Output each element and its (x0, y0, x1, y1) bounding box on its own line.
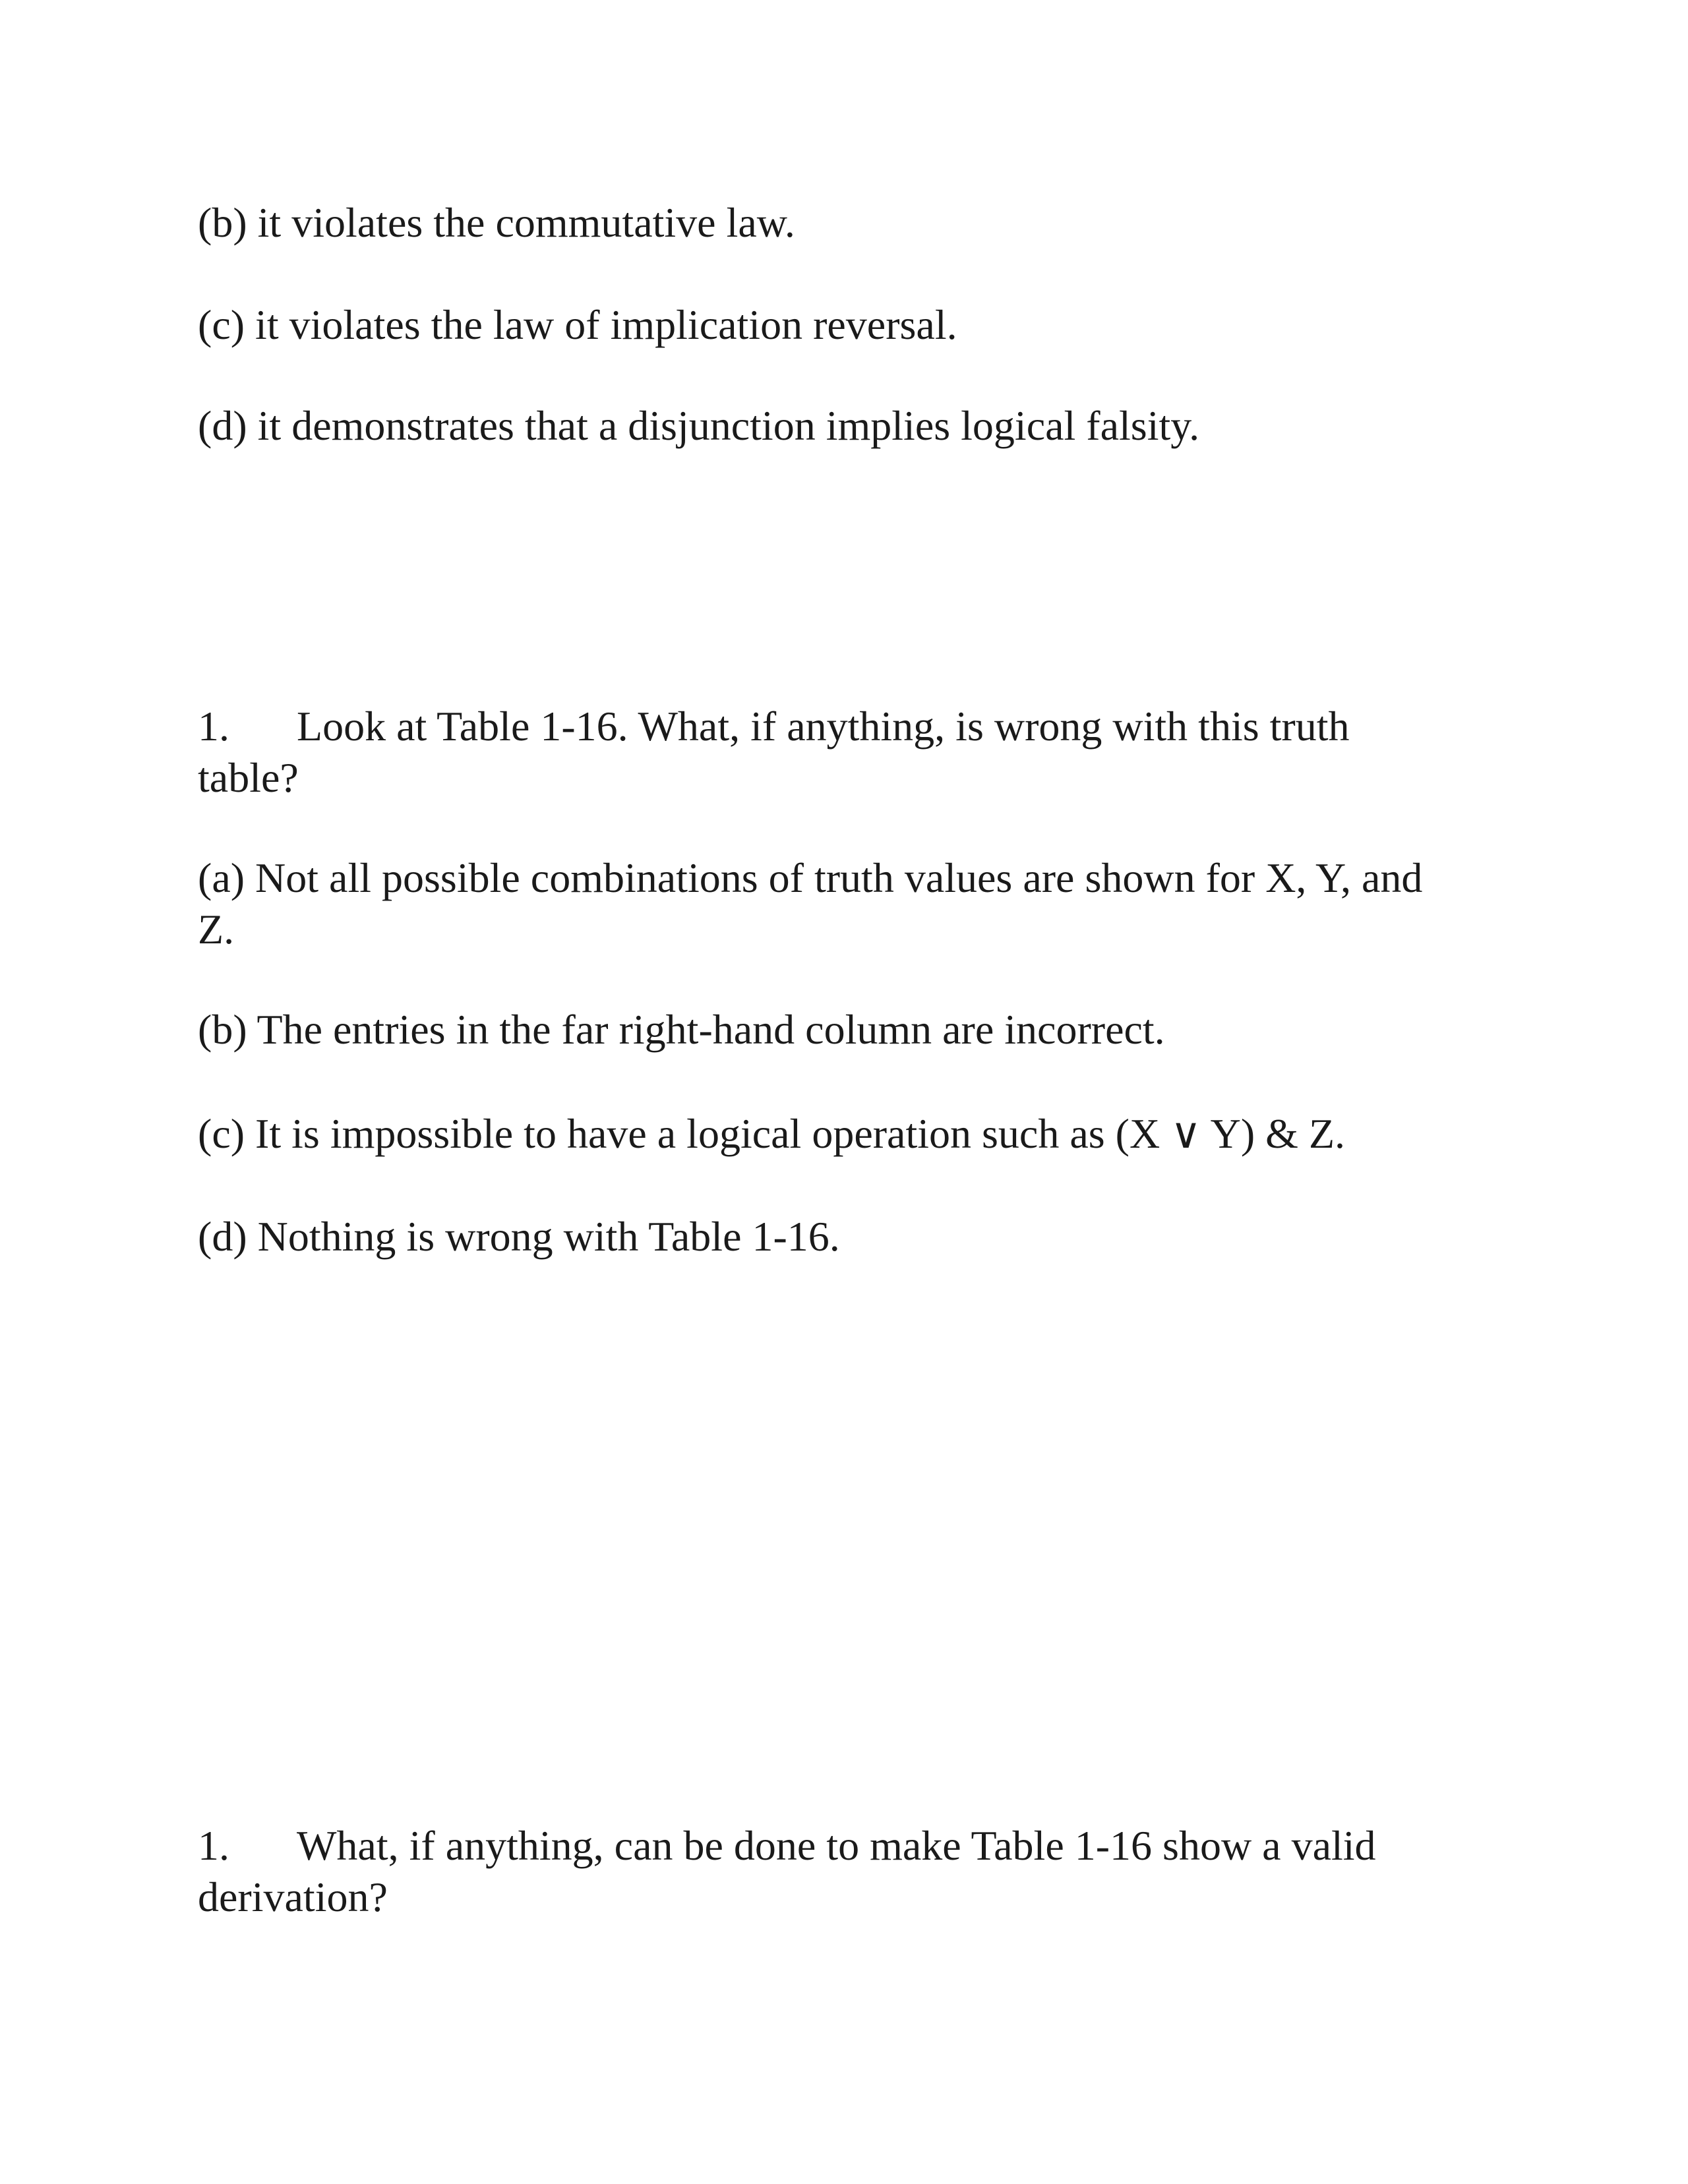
question-2-stem (198, 1821, 1376, 1871)
question-2-number: 1. (198, 1822, 229, 1869)
question-1-stem (198, 701, 1350, 752)
question-2-stem-continued: derivation? (198, 1874, 388, 1920)
question-2-stem-text: What, if anything, can be done to make Table 1-16 show a valid (297, 1822, 1376, 1869)
question-1-choice-a: (a) Not all possible combinations of truth values are shown for X, Y, and (198, 854, 1423, 901)
question-1-choice-a-continued: Z. (198, 906, 235, 953)
question-1-choice-b: (b) The entries in the far right-hand column are incorrect. (198, 1006, 1165, 1053)
question-1-choice-d: (d) Nothing is wrong with Table 1-16. (198, 1213, 840, 1260)
prev-choice-b: (b) it violates the commutative law. (198, 199, 795, 246)
question-1-number: 1. (198, 703, 229, 750)
question-1-choice-c: (c) It is impossible to have a logical operation such as (X ∨ Y) & Z. (198, 1110, 1346, 1157)
question-1-stem-continued: table? (198, 754, 299, 801)
prev-choice-c: (c) it violates the law of implication reversal. (198, 301, 957, 348)
question-1-stem-text: Look at Table 1-16. What, if anything, is wrong with this truth (297, 703, 1350, 750)
prev-choice-d: (d) it demonstrates that a disjunction implies logical falsity. (198, 402, 1200, 449)
